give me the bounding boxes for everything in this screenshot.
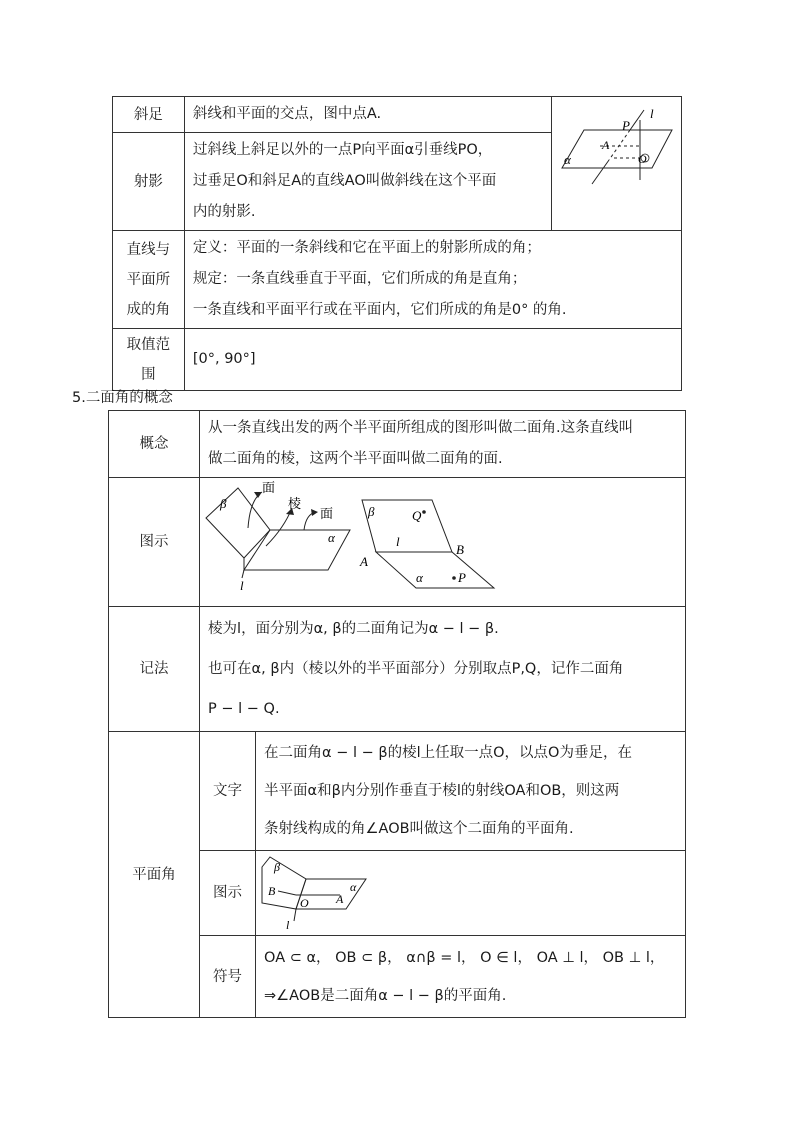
label-l: l — [649, 105, 654, 121]
row-content-foot: 斜线和平面的交点，图中点A. — [184, 97, 551, 133]
content-line: 条射线构成的角∠AOB叫做这个二面角的平面角. — [264, 821, 574, 837]
label-line: 围 — [141, 366, 156, 383]
content-line: 在二面角α − l − β的棱l上任取一点O，以点O为垂足，在 — [264, 745, 632, 761]
row-content-concept — [200, 411, 686, 478]
table-row — [109, 411, 686, 478]
row-content-angle — [184, 231, 681, 329]
sub-content-symbol — [256, 936, 686, 1018]
content-line: 定义：平面的一条斜线和它在平面上的射影所成的角； — [192, 240, 541, 256]
label-edge: 棱 — [288, 497, 302, 512]
dihedral-figures — [200, 478, 680, 602]
content-line: 棱为l，面分别为α, β的二面角记为α − l − β. — [208, 621, 499, 637]
label-P: P — [621, 117, 630, 133]
label-beta: β — [274, 860, 281, 874]
label-l: l — [286, 918, 290, 931]
label-Q: Q — [412, 508, 422, 523]
label-alpha: α — [350, 880, 357, 894]
section-title: 5.二面角的概念 — [72, 390, 173, 406]
content-line: 内的射影. — [192, 204, 256, 220]
label-A: A — [360, 554, 368, 569]
table-dihedral-angle — [108, 410, 686, 1018]
dihedral-figure-right — [359, 500, 494, 588]
row-label-plane-angle: 平面角 — [109, 732, 200, 1018]
sub-label-symbol: 符号 — [200, 936, 256, 1018]
table-row — [113, 329, 682, 391]
label-line: 平面所 — [126, 271, 171, 288]
row-label-foot: 斜足 — [113, 97, 185, 133]
row-content-projection — [184, 133, 551, 231]
projection-figure — [552, 100, 680, 224]
label-alpha: α — [416, 570, 423, 585]
label-alpha: α — [563, 151, 571, 167]
table-row — [109, 607, 686, 732]
table-row — [109, 732, 686, 851]
label-line: 成的角 — [126, 301, 171, 318]
row-label-notation: 记法 — [109, 607, 200, 732]
row-label-figure: 图示 — [109, 478, 200, 607]
figure-cell-dihedral — [200, 478, 686, 607]
sub-content-text — [256, 732, 686, 851]
label-P: P — [458, 570, 466, 585]
label-A: A — [601, 137, 610, 152]
content-line: OA ⊂ α， OB ⊂ β， α∩β = l， O ∈ l， OA ⊥ l， OB ⊥ l， — [264, 949, 665, 966]
dihedral-figure-left — [206, 481, 350, 593]
row-label-angle — [113, 231, 185, 329]
row-label-range — [113, 329, 185, 391]
sub-label-figure: 图示 — [200, 851, 256, 936]
content-line: 从一条直线出发的两个半平面所组成的图形叫做二面角.这条直线叫 — [208, 420, 634, 436]
label-A: A — [336, 892, 344, 906]
label-beta: β — [368, 504, 375, 519]
content-line: P − l − Q. — [208, 701, 280, 717]
label-O: O — [637, 151, 647, 166]
row-label-concept: 概念 — [109, 411, 200, 478]
content-line: 一条直线和平面平行或在平面内，它们所成的角是0° 的角. — [192, 302, 567, 318]
content-line: 半平面α和β内分别作垂直于棱l的射线OA和OB，则这两 — [264, 783, 620, 799]
row-content-range: [0°, 90°] — [184, 329, 681, 391]
label-alpha: α — [328, 530, 335, 545]
content-line: 过斜线上斜足以外的一点P向平面α引垂线PO， — [192, 142, 493, 158]
content-line: 规定：一条直线垂直于平面，它们所成的角是直角； — [192, 271, 527, 287]
row-label-projection: 射影 — [113, 133, 185, 231]
table-row — [113, 231, 682, 329]
figure-cell-projection — [551, 97, 681, 231]
row-content-notation — [200, 607, 686, 732]
sub-label-text: 文字 — [200, 732, 256, 851]
label-line: 直线与 — [126, 241, 171, 258]
label-O: O — [300, 896, 309, 910]
label-face-top: 面 — [262, 481, 276, 496]
label-B: B — [456, 542, 464, 557]
figure-cell-plane-angle — [256, 851, 686, 936]
content-line: 也可在α, β内（棱以外的半平面部分）分别取点P,Q，记作二面角 — [208, 661, 624, 677]
label-l: l — [396, 534, 400, 549]
table-row — [109, 478, 686, 607]
content-line: 做二面角的棱，这两个半平面叫做二面角的面. — [208, 451, 503, 467]
table-oblique-line — [112, 96, 682, 391]
content-line: ⇒∠AOB是二面角α − l − β的平面角. — [264, 987, 507, 1004]
label-l: l — [240, 578, 244, 593]
label-B: B — [268, 884, 276, 898]
label-face-right: 面 — [320, 507, 334, 522]
label-line: 取值范 — [126, 336, 171, 353]
plane-angle-figure — [256, 851, 384, 931]
content-line: 过垂足O和斜足A的直线AO叫做斜线在这个平面 — [192, 173, 497, 189]
table-row — [113, 97, 682, 133]
label-beta: β — [220, 496, 227, 511]
